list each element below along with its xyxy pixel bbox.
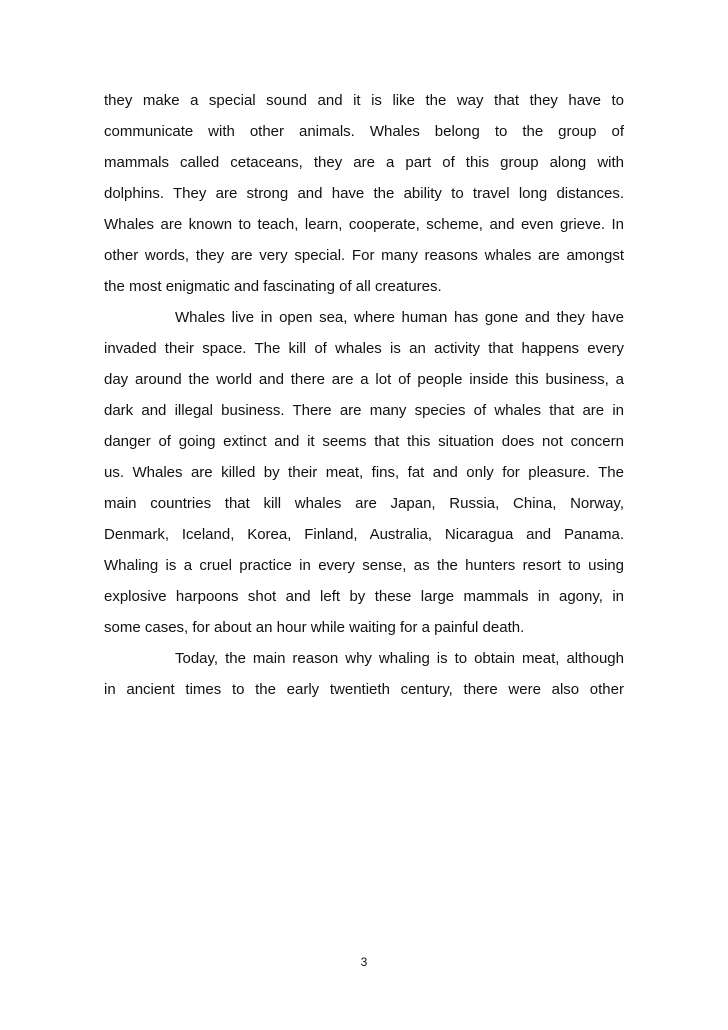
text-line: mammals called cetaceans, they are a part of this group along with: [104, 154, 624, 171]
text-line: us. Whales are killed by their meat, fins, fat and only for pleasure. The: [104, 464, 624, 481]
text-line: some cases, for about an hour while waiting for a painful death.: [104, 619, 525, 636]
text-line: Whales live in open sea, where human has gone and they have: [175, 309, 624, 326]
text-line: Denmark, Iceland, Korea, Finland, Australia, Nicaragua and Panama.: [104, 526, 624, 543]
text-line: Today, the main reason why whaling is to obtain meat, although: [175, 650, 624, 667]
text-line: day around the world and there are a lot of people inside this business, a: [104, 371, 624, 388]
text-line: Whales are known to teach, learn, cooperate, scheme, and even grieve. In: [104, 216, 624, 233]
text-line: dolphins. They are strong and have the ability to travel long distances.: [104, 185, 624, 202]
body-text: [104, 85, 624, 705]
text-line: Whaling is a cruel practice in every sense, as the hunters resort to using: [104, 557, 624, 574]
text-line: they make a special sound and it is like the way that they have to: [104, 92, 624, 109]
text-line: communicate with other animals. Whales belong to the group of: [104, 123, 624, 140]
text-line: danger of going extinct and it seems that this situation does not concern: [104, 433, 624, 450]
text-line: dark and illegal business. There are many species of whales that are in: [104, 402, 624, 419]
text-line: explosive harpoons shot and left by these large mammals in agony, in: [104, 588, 624, 605]
text-line: main countries that kill whales are Japan, Russia, China, Norway,: [104, 495, 624, 512]
text-line: the most enigmatic and fascinating of all creatures.: [104, 278, 442, 295]
text-line: invaded their space. The kill of whales is an activity that happens every: [104, 340, 624, 357]
page-number: 3: [360, 955, 368, 969]
text-line: in ancient times to the early twentieth century, there were also other: [104, 681, 624, 698]
text-line: other words, they are very special. For many reasons whales are amongst: [104, 247, 624, 264]
